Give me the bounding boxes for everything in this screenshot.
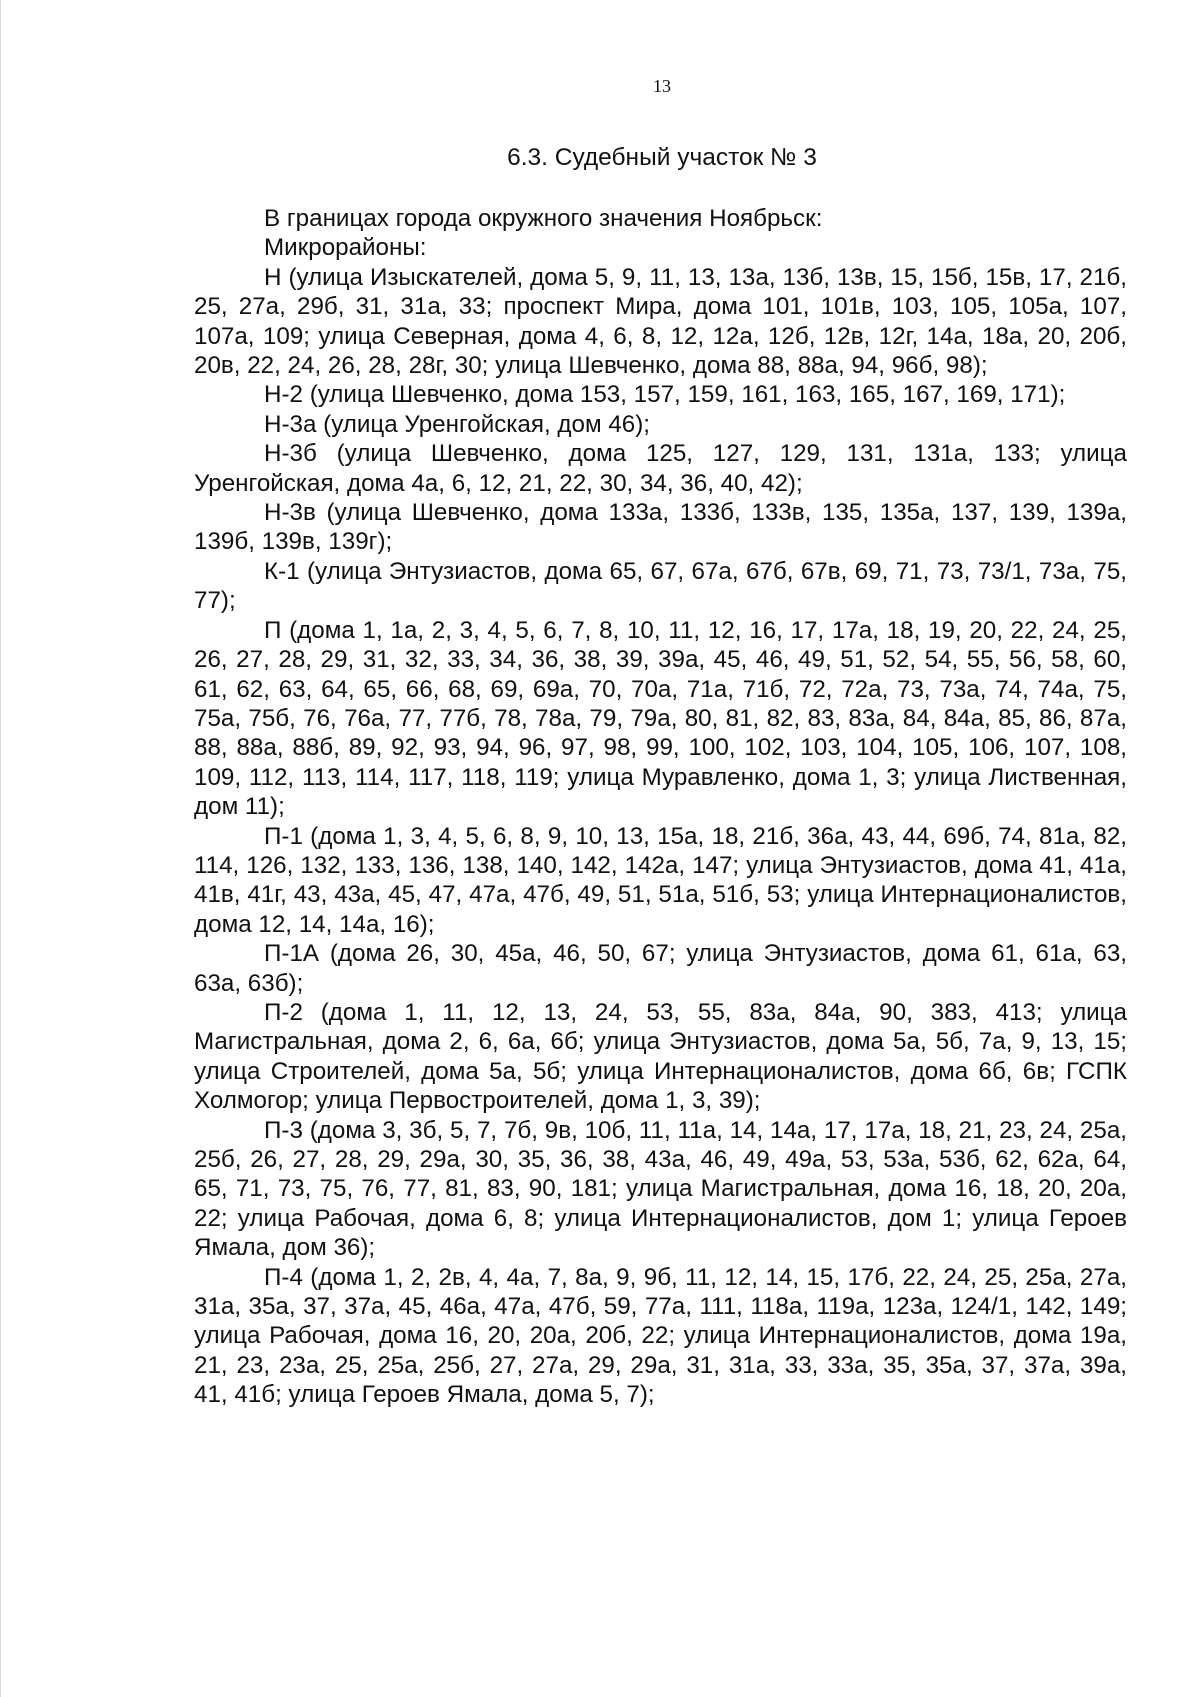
page-number: 13 bbox=[653, 76, 671, 96]
document-body bbox=[194, 204, 1127, 1410]
paragraph: К-1 (улица Энтузиастов, дома 65, 67, 67а, 67б, 67в, 69, 71, 73, 73/1, 73а, 75, 77); bbox=[194, 557, 1127, 615]
paragraph: П-1 (дома 1, 3, 4, 5, 6, 8, 9, 10, 13, 15а, 18, 21б, 36а, 43, 44, 69б, 74, 81а, 82, 114, 126, 132, 133, 136, 138, 140, 142, 142а, 147; улица Энтузиастов, дома 41, 41а, 41в, 41г, 43, 43а, 45, 47, 47а, 47б, 49, 51, 51а, 51б, 53; улица Интернационалистов, дома 12, 14, 14а, 16); bbox=[194, 822, 1127, 938]
paragraph: Микрорайоны: bbox=[264, 234, 427, 262]
paragraph: Н-2 (улица Шевченко, дома 153, 157, 159, 161, 163, 165, 167, 169, 171); bbox=[264, 381, 1066, 409]
paragraph: П-1А (дома 26, 30, 45а, 46, 50, 67; улица Энтузиастов, дома 61, 61а, 63, 63а, 63б); bbox=[194, 940, 1127, 997]
paragraph: Н-3б (улица Шевченко, дома 125, 127, 129, 131, 131а, 133; улица Уренгойская, дома 4а, 6, 12, 21, 22, 30, 34, 36, 40, 42); bbox=[194, 440, 1127, 497]
paragraph: П-4 (дома 1, 2, 2в, 4, 4а, 7, 8а, 9, 9б, 11, 12, 14, 15, 17б, 22, 24, 25, 25а, 27а, 31а, 35а, 37, 37а, 45, 46а, 47а, 47б, 59, 77а, 111, 118а, 119а, 123а, 124/1, 142, 149; улица Рабочая, дома 16, 20, 20а, 20б, 22; улица Интернационалистов, дома 19а, 21, 23, 23а, 25, 25а, 25б, 27, 27а, 29, 29а, 31, 31а, 33, 33а, 35, 35а, 37, 37а, 39а, 41, 41б; улица Героев Ямала, дома 5, 7); bbox=[194, 1263, 1127, 1409]
paragraph: Н-3а (улица Уренгойская, дом 46); bbox=[264, 410, 650, 438]
paragraph: В границах города окружного значения Ноябрьск: bbox=[264, 205, 823, 232]
paragraph: П-2 (дома 1, 11, 12, 13, 24, 53, 55, 83а, 84а, 90, 383, 413; улица Магистральная, дома 2, 6, 6а, 6б; улица Энтузиастов, дома 5а, 5б, 7а, 9, 13, 15; улица Строителей, дома 5а, 5б; улица Интернационалистов, дома 6б, 6в; ГСПК Холмогор; улица Первостроителей, дома 1, 3, 39); bbox=[194, 998, 1127, 1115]
paragraph: П-3 (дома 3, 3б, 5, 7, 7б, 9в, 10б, 11, 11а, 14, 14а, 17, 17а, 18, 21, 23, 24, 25а, 25б, 26, 27, 28, 29, 29а, 30, 35, 36, 38, 43а, 46, 49, 49а, 53, 53а, 53б, 62, 62а, 64, 65, 71, 73, 75, 76, 77, 81, 83, 90, 181; улица Магистральная, дома 16, 18, 20, 20а, 22; улица Рабочая, дома 6, 8; улица Интернационалистов, дом 1; улица Героев Ямала, дом 36); bbox=[194, 1116, 1127, 1262]
section-title: 6.3. Судебный участок № 3 bbox=[507, 144, 817, 171]
paragraph: П (дома 1, 1а, 2, 3, 4, 5, 6, 7, 8, 10, 11, 12, 16, 17, 17а, 18, 19, 20, 22, 24, 25, 26, 27, 28, 29, 31, 32, 33, 34, 36, 38, 39, 39а, 45, 46, 49, 51, 52, 54, 55, 56, 58, 60, 61, 62, 63, 64, 65, 66, 68, 69, 69а, 70, 70а, 71а, 71б, 72, 72а, 73, 73а, 74, 74а, 75, 75а, 75б, 76, 76а, 77, 77б, 78, 78а, 79, 79а, 80, 81, 82, 83, 83а, 84, 84а, 85, 86, 87а, 88, 88а, 88б, 89, 92, 93, 94, 96, 97, 98, 99, 100, 102, 103, 104, 105, 106, 107, 108, 109, 112, 113, 114, 117, 118, 119; улица Муравленко, дома 1, 3; улица Лиственная, дом 11); bbox=[194, 616, 1127, 821]
paragraph: Н-3в (улица Шевченко, дома 133а, 133б, 133в, 135, 135а, 137, 139, 139а, 139б, 139в, 139г); bbox=[194, 499, 1127, 556]
paragraph: Н (улица Изыскателей, дома 5, 9, 11, 13, 13а, 13б, 13в, 15, 15б, 15в, 17, 21б, 25, 27а, 29б, 31, 31а, 33; проспект Мира, дома 101, 101в, 103, 105, 105а, 107, 107а, 109; улица Северная, дома 4, 6, 8, 12, 12а, 12б, 12в, 12г, 14а, 18а, 20, 20б, 20в, 22, 24, 26, 28, 28г, 30; улица Шевченко, дома 88, 88а, 94, 96б, 98); bbox=[194, 263, 1127, 380]
